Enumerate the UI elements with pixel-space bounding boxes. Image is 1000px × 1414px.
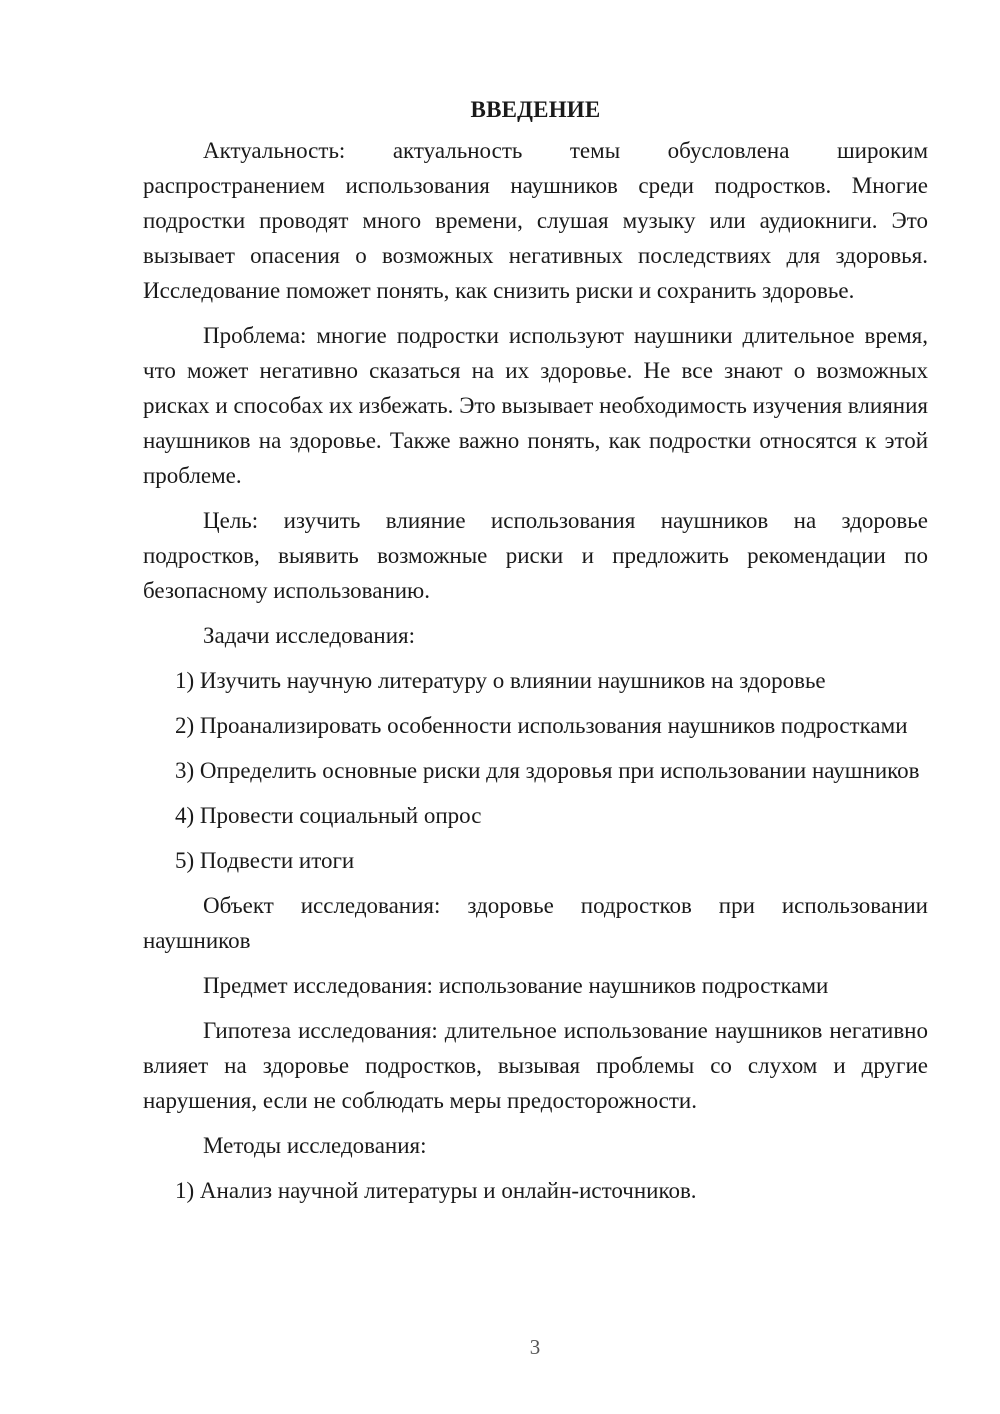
paragraph-hypothesis: Гипотеза исследования: длительное использование наушников негативно влияет на здоровье подростков, вызывая проблемы со слухом и другие нарушения, если не соблюдать меры предосторожности. [143,1018,928,1113]
page-number: 3 [529,1335,541,1359]
tasks-heading: Задачи исследования: [203,623,416,648]
section-title: ВВЕДЕНИЕ [470,97,601,122]
paragraph-subject: Предмет исследования: использование наушников подростками [203,973,829,998]
task-item-1: 1) Изучить научную литературу о влиянии наушников на здоровье [175,668,826,693]
task-item-3: 3) Определить основные риски для здоровья при использовании наушников [175,758,920,783]
task-item-4: 4) Провести социальный опрос [175,803,482,828]
text-column [143,92,928,1218]
paragraph-relevance: Актуальность: актуальность темы обусловлена широким распространением использования наушников среди подростков. Многие подростки проводят много времени, слушая музыку или аудиокниги. Это вызывает опасения о возможных негативных последствиях для здоровья. Исследование поможет понять, как снизить риски и сохранить здоровье. [143,138,928,303]
paragraph-object: Объект исследования: здоровье подростков при использовании наушников [143,893,928,953]
task-item-2: 2) Проанализировать особенности использования наушников подростками [175,713,908,738]
paragraph-goal: Цель: изучить влияние использования наушников на здоровье подростков, выявить возможные риски и предложить рекомендации по безопасному использованию. [143,508,928,603]
task-item-5: 5) Подвести итоги [175,848,355,873]
methods-heading: Методы исследования: [203,1133,427,1158]
method-item-1: 1) Анализ научной литературы и онлайн-источников. [175,1178,697,1203]
paragraph-problem: Проблема: многие подростки используют наушники длительное время, что может негативно сказаться на их здоровье. Не все знают о возможных рисках и способах их избежать. Это вызывает необходимость изучения влияния наушников на здоровье. Также важно понять, как подростки относятся к этой проблеме. [143,323,928,488]
